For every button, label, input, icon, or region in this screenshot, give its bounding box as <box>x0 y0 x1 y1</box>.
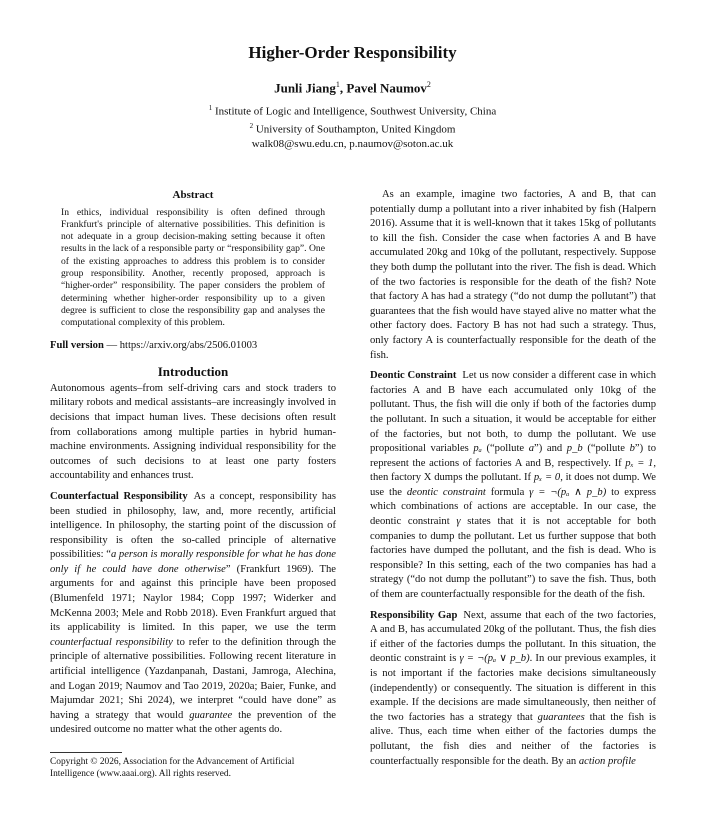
left-column <box>50 188 336 738</box>
affiliation-mark: 1 <box>335 80 340 89</box>
author-name: Pavel Naumov <box>346 80 427 96</box>
introduction-heading: Introduction <box>157 364 229 380</box>
full-version-line <box>50 339 336 354</box>
emphasized-term: guarantee <box>189 709 233 721</box>
math-variable: γ <box>456 516 461 528</box>
footnote-rule <box>50 752 122 753</box>
text: to express which combinations of actions are acceptable. In our case, the deontic constraint <box>370 486 656 528</box>
deontic-paragraph <box>370 369 656 603</box>
author-separator: , <box>339 80 347 96</box>
abstract-body: In ethics, individual responsibility is often defined through Frankfurt's principle of alternative possibilities. This definition is not adequate in a group decision-making setting because it often results in the lack of a responsible party or “responsibility gap”. One of the existing approaches to address this problem is to consider group responsibility. Another, recently proposed, approach is “higher-order” responsibility. The paper considers the problem of determining whether higher-order responsibility up to a given degree is sufficient to close the responsibility gap and analyses the computational complexity of this problem. <box>61 206 325 329</box>
text: ”) and <box>534 443 567 455</box>
text: formula <box>485 486 530 498</box>
author-list <box>0 80 705 96</box>
gap-paragraph <box>370 609 656 770</box>
affiliation-mark: 2 <box>249 122 254 131</box>
text: Let us now consider a different case in which factories A and B have each accumulated only 10kg of the pollutant. Thus, the fish will die only if both of the factories dump the pollutant. In such a situation, it would be acceptable for either of the factories, but not both, to dump the pollutant. We use propositional variables <box>370 370 656 455</box>
emphasized-term: action profile <box>578 755 636 767</box>
right-column <box>370 188 656 769</box>
text: As a concept, responsibility has been studied in philosophy, law, and, more recently, artificial intelligence. In philosophy, the starting point of the discussion of responsibility is often the so-called principle of alternative possibilities: “ <box>50 490 336 561</box>
text: ”) to represent the actions of factories A and B, respectively. If <box>370 443 656 469</box>
affiliation-line <box>0 119 705 137</box>
text: (“pollute <box>481 443 529 455</box>
math-formula: γ = ¬(pₐ ∧ p_b) <box>529 486 607 498</box>
full-version-label: Full version <box>50 339 104 351</box>
affiliation-line <box>0 101 705 119</box>
math-formula: γ = ¬(pₐ ∨ p_b) <box>459 653 530 665</box>
text: the prevention of the undesired outcome no matter what the other agents do. <box>50 709 336 736</box>
text: ” (Frankfurt 1969). The arguments for and against this principle have been proposed (Blumenfeld 1971; Naylor 1984; Copp 1997; Widerker and McKenna 2003; Mele and Robb 2018). Even Frankfurt argued that its applicability is limited. In this paper, we use the term <box>50 563 336 634</box>
dash: — <box>103 339 120 351</box>
paragraph-heading: Responsibility Gap <box>370 609 458 621</box>
emphasized-term: guarantees <box>537 711 585 723</box>
math-variable: a <box>528 443 535 455</box>
math-variable: b <box>629 443 635 455</box>
paragraph-heading: Deontic Constraint <box>370 370 457 382</box>
text: states that it is not acceptable for both companies to dump the pollutant. Let us further suppose that both factories have dumped the pollutant, and the fish is dead. Who is responsible? In this setting, each of the two companies has had a strategy (“do not dump the pollutant”) to save the fish. Thus, both of them are counterfactually responsible for the death of the fish. <box>370 516 656 601</box>
paragraph-heading: Counterfactual Responsibility <box>50 490 188 502</box>
abstract-heading: Abstract <box>172 189 214 201</box>
emphasized-term: counterfactual responsibility <box>50 636 173 648</box>
math-expression: pₓ = 1 <box>625 457 654 469</box>
affiliation-text: Institute of Logic and Intelligence, Southwest University, China <box>214 105 497 118</box>
text: to refer to the definition through the principle of alternative possibilities. Following recent literature in artificial intelligence (Yazdanpanah, Dastani, Jamroga, Alechina, and Logan 2019; Naumov and Tao 2019, 2020a; Baier, Funke, and Majumdar 2021; Shi 2024), we interpret “could have done” as having a strategy that would <box>50 636 336 721</box>
text: . In our previous examples, it is not important if the factories make decisions simultaneously (independently) or consequently. The situation is different in this example. If the decisions are made simultaneously, then neither of the two factories has a strategy that <box>370 653 656 723</box>
frankfurt-quote: a person is morally responsible for what he has done only if he could have done otherwise <box>50 549 336 575</box>
author-name: Junli Jiang <box>274 80 336 96</box>
copyright-footnote <box>50 752 336 780</box>
affiliation-mark: 2 <box>426 80 431 89</box>
text: , it does not dump. We use the <box>370 472 656 498</box>
text: Next, assume that each of the two factories, A and B, has accumulated 20kg of the pollutant. Thus, the fish dies if either of the factories dumps the pollutant. In this situation, the deontic constraint is <box>370 609 657 665</box>
affiliation-mark: 1 <box>208 104 213 112</box>
counterfactual-paragraph <box>50 490 336 738</box>
affiliations <box>0 101 705 152</box>
paper-title: Higher-Order Responsibility <box>248 43 457 62</box>
emphasized-term: deontic constraint <box>406 486 486 498</box>
affiliation-text: University of Southampton, United Kingdom <box>255 123 456 136</box>
intro-paragraph: Autonomous agents–from self-driving cars and stock traders to military robots and medical assistants–are increasingly involved in decisions that impact human lives. These decisions often result from collaborations among multiple parties in hybrid human-machine environments. Assigning individual responsibility for the outcomes of such decisions to at least one party fosters accountability and enhances trust. <box>50 382 336 482</box>
text: (“pollute <box>582 443 630 455</box>
copyright-text: Copyright © 2026, Association for the Advancement of Artificial Intelligence (www.aaai.org). All rights reserved. <box>50 757 295 779</box>
example-paragraph: As an example, imagine two factories, A and B, that can potentially dump a pollutant into a river inhabited by fish (Halpern 2016). Assume that it is well-known that it takes 15kg of pollutants to kill the fish. Consider the case when factories A and B have accumulated 20kg and 10kg of the pollutant, respectively. Suppose they both dump the pollutant into the river. The fish is dead. Which of the two factories is responsible for the death of the fish? Note that factory A has had a strategy (“do not dump the pollutant”) that guarantees that the fish would have stayed alive no matter what the other factory does. Factory B has not had such a strategy. Thus, only factory A is counterfactually responsible for the death of the fish. <box>370 189 656 361</box>
author-emails: walk08@swu.edu.cn, p.naumov@soton.ac.uk <box>251 138 454 151</box>
math-expression: pₓ = 0 <box>533 472 561 484</box>
full-version-link[interactable]: https://arxiv.org/abs/2506.01003 <box>119 339 258 351</box>
text: that the fish is alive. Thus, each time when either of the factories dumps the pollutant, the fish dies and neither of the factories is counterfactually responsible for the death. By an <box>370 711 656 767</box>
math-variable: pₐ <box>473 443 482 455</box>
text: , then factory X dumps the pollutant. If <box>370 457 656 484</box>
math-variable: p_b <box>566 443 583 455</box>
